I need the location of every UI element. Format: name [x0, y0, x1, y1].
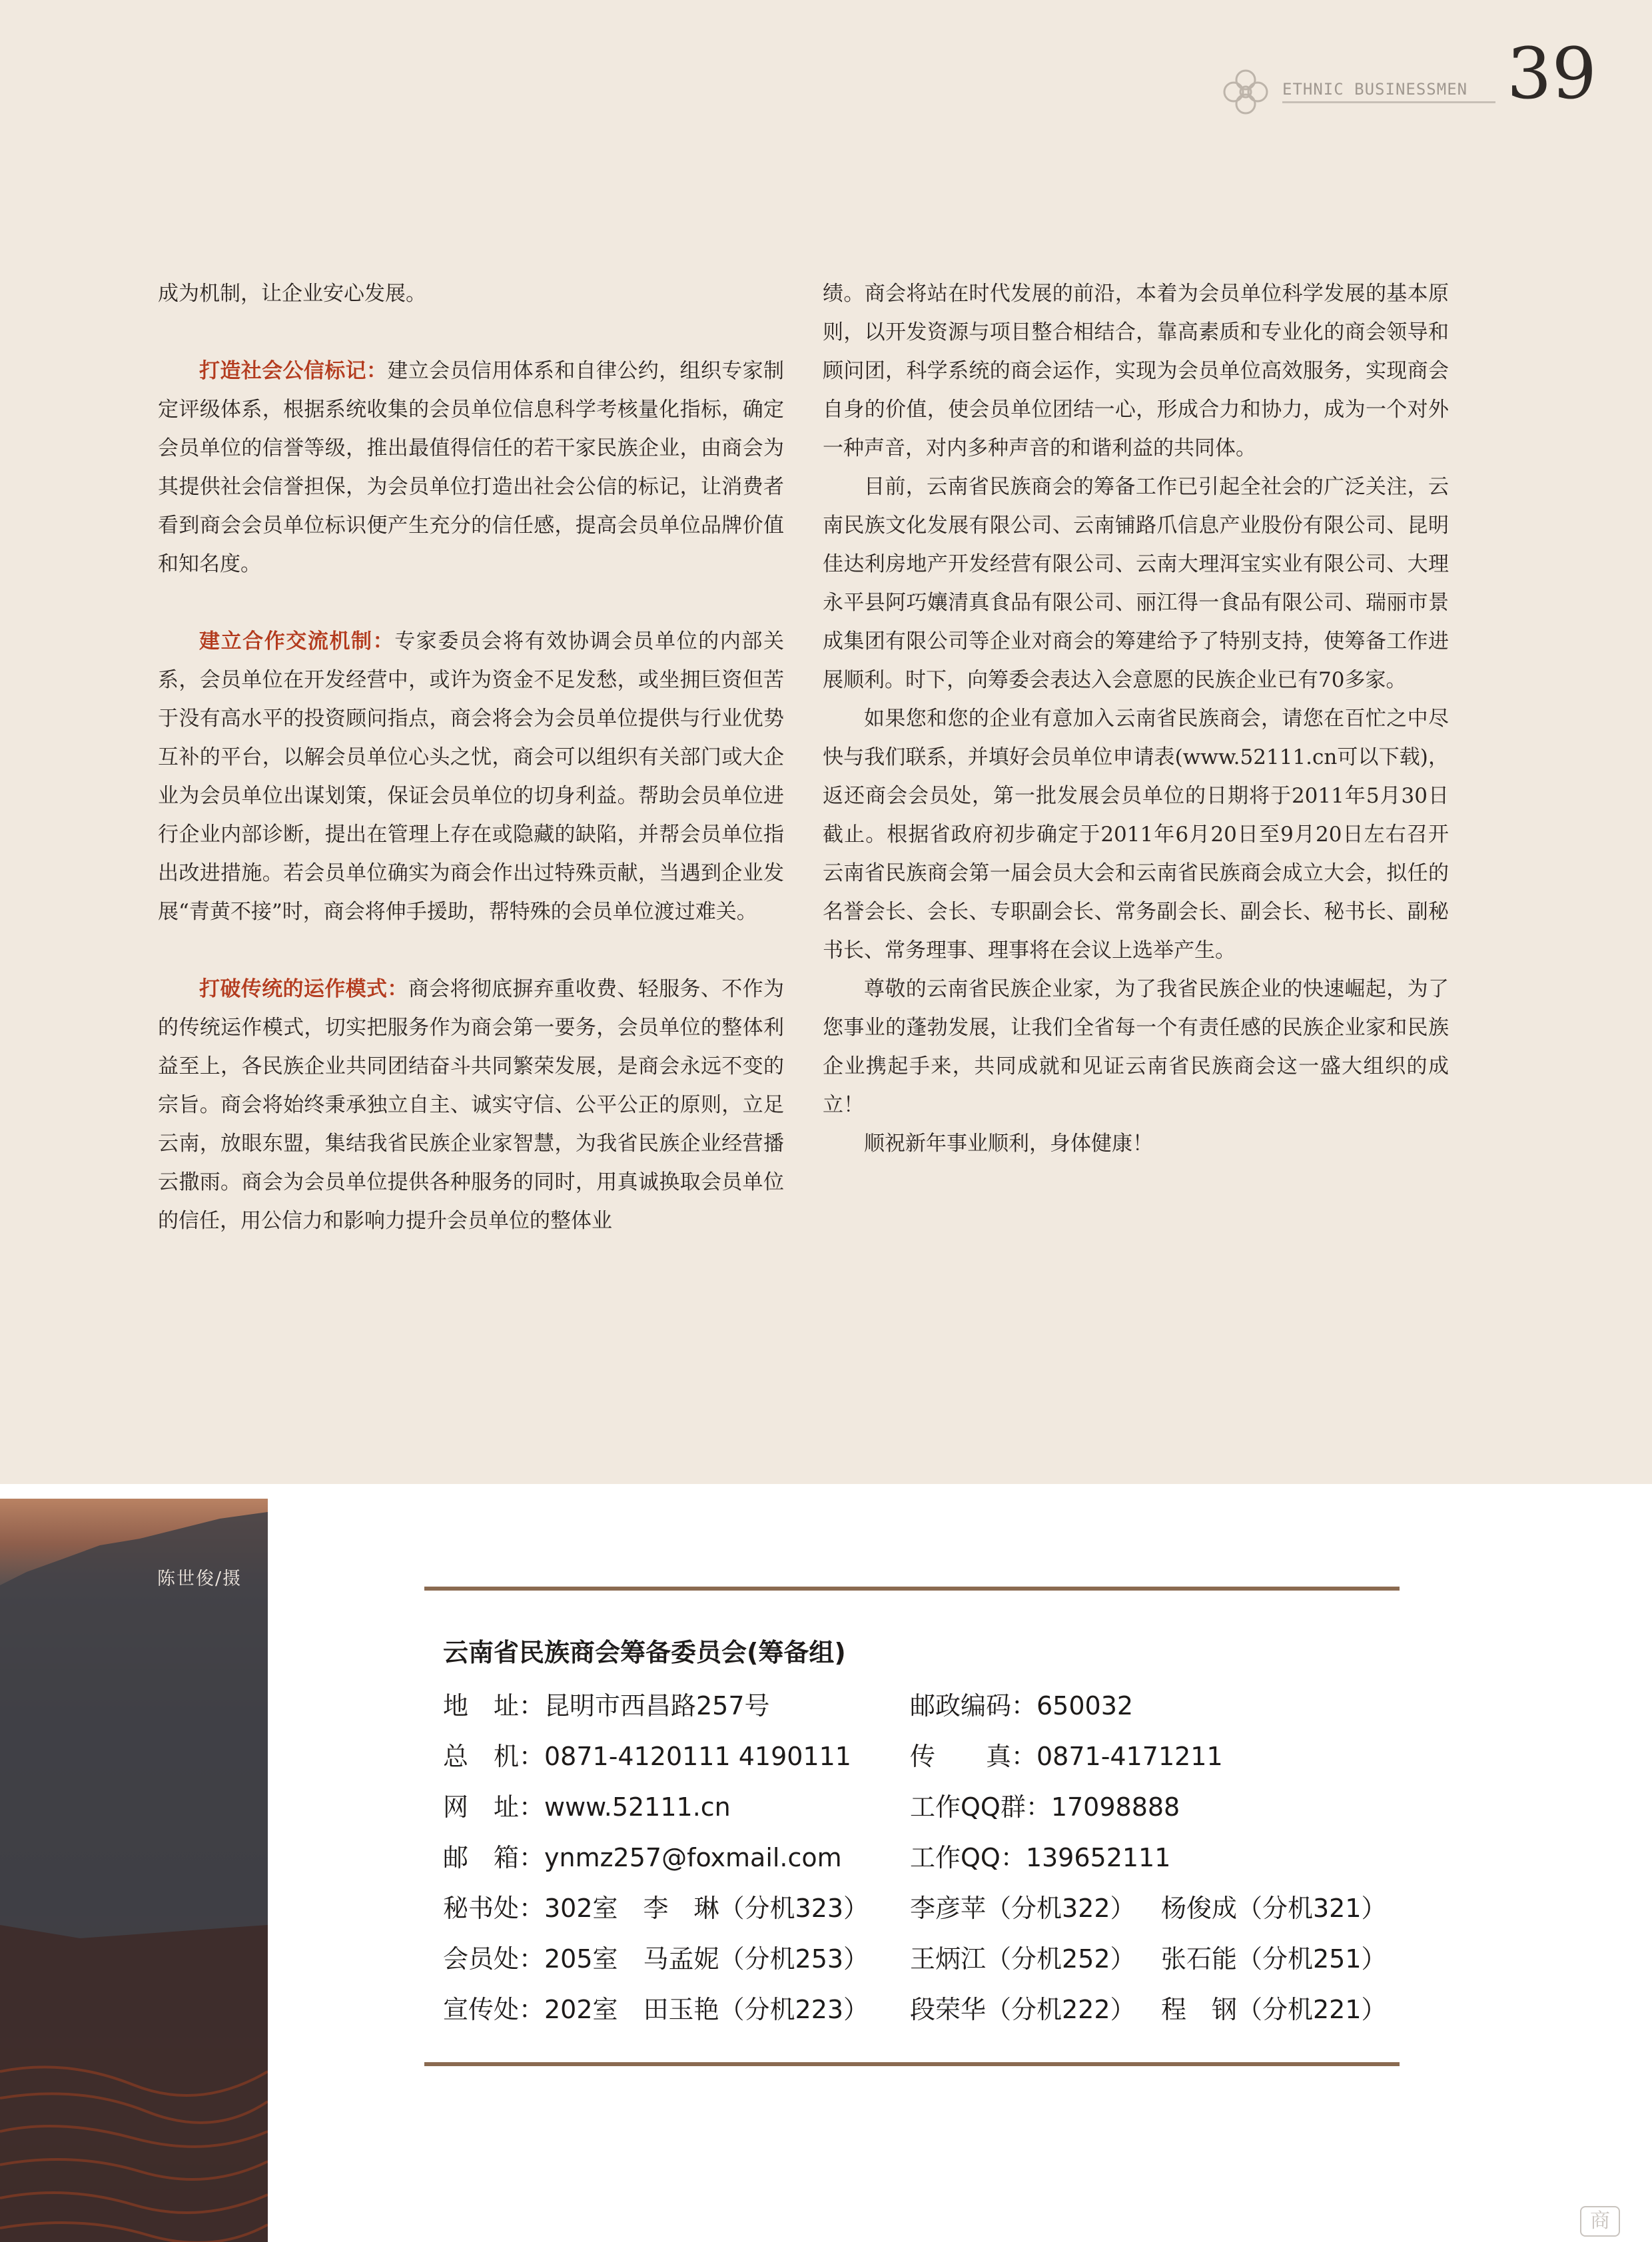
membership-office: 会员处：205室 马孟妮（分机253）: [443, 1944, 869, 1974]
photo-credit: 陈世俊/摄: [157, 1569, 242, 1589]
seal-icon: 商: [1580, 2206, 1620, 2237]
qq-group: 工作QQ群：17098888: [910, 1792, 1180, 1822]
qq-number: 工作QQ：139652111: [910, 1843, 1171, 1872]
paragraph-lead: 打破传统的运作模式：: [199, 977, 408, 1001]
website-link[interactable]: 网 址：www.52111.cn: [443, 1792, 731, 1822]
page-number: 39: [1507, 33, 1597, 115]
article-right-column: [823, 274, 1449, 1163]
paragraph: 目前，云南省民族商会的筹备工作已引起全社会的广泛关注，云南民族文化发展有限公司、云南铺路爪信息产业股份有限公司、昆明佳达利房地产开发经营有限公司、云南大理洱宝实业有限公司、大理永平县阿巧孃清真食品有限公司、丽江得一食品有限公司、瑞丽市景成集团有限公司等企业对商会的筹建给予了特别支持，使筹备工作进展顺利。时下，向筹委会表达入会意愿的民族企业已有70多家。: [823, 475, 1449, 692]
publicity-contact: 程 钢（分机221）: [1161, 1995, 1387, 2024]
brand-text: ETHNIC BUSINESSMEN: [1282, 80, 1468, 99]
email-link[interactable]: 邮 箱：ynmz257@foxmail.com: [443, 1843, 842, 1872]
fax: 传 真：0871-4171211: [910, 1742, 1223, 1771]
paragraph: 建立合作交流机制：专家委员会将有效协调会员单位的内部关系，会员单位在开发经营中，或许为资金不足发愁，或坐拥巨资但苦于没有高水平的投资顾问指点，商会将会为会员单位提供与行业优势互补的平台，以解会员单位心头之忧，商会可以组织有关部门或大企业为会员单位出谋划策，保证会员单位的切身利益。帮助会员单位进行企业内部诊断，提出在管理上存在或隐藏的缺陷，并帮会员单位指出改进措施。若会员单位确实为商会作出过特殊贡献，当遇到企业发展“青黄不接”时，商会将伸手援助，帮特殊的会员单位渡过难关。: [158, 629, 785, 924]
paragraph: 顺祝新年事业顺利，身体健康！: [864, 1132, 1153, 1156]
floral-emblem-icon: [1218, 64, 1274, 120]
paragraph: 打破传统的运作模式：商会将彻底摒弃重收费、轻服务、不作为的传统运作模式，切实把服务作为商会第一要务，会员单位的整体利益至上，各民族企业共同团结奋斗共同繁荣发展，是商会永远不变的宗旨。商会将始终秉承独立自主、诚实守信、公平公正的原则，立足云南，放眼东盟，集结我省民族企业家智慧，为我省民族企业经营播云撒雨。商会为会员单位提供各种服务的同时，用真诚换取会员单位的信任，用公信力和影响力提升会员单位的整体业: [158, 977, 784, 1233]
paragraph: 绩。商会将站在时代发展的前沿，本着为会员单位科学发展的基本原则，以开发资源与项目整合相结合，靠高素质和专业化的商会领导和顾问团，科学系统的商会运作，实现为会员单位高效服务，实现商会自身的价值，使会员单位团结一心，形成合力和协力，成为一个对外一种声音，对内多种声音的和谐利益的共同体。: [823, 282, 1449, 460]
paragraph: 如果您和您的企业有意加入云南省民族商会，请您在百忙之中尽快与我们联系，并填好会员单位申请表(www.52111.cn可以下载)，返还商会会员处，第一批发展会员单位的日期将于2011年5月30日截止。根据省政府初步确定于2011年6月20日至9月20日左右召开云南省民族商会第一届会员大会和云南省民族商会成立大会，拟任的名誉会长、会长、专职副会长、常务副会长、副会长、秘书长、副秘书长、常务理事、理事将在会议上选举产生。: [823, 707, 1449, 962]
secretariat-contact: 杨俊成（分机321）: [1161, 1894, 1387, 1923]
main-phone: 总 机：0871-4120111 4190111: [443, 1742, 851, 1771]
paragraph: 打造社会公信标记：建立会员信用体系和自律公约，组织专家制定评级体系，根据系统收集的会员单位信息科学考核量化指标，确定会员单位的信誉等级，推出最值得信任的若干家民族企业，由商会为其提供社会信誉担保，为会员单位打造出社会公信的标记，让消费者看到商会会员单位标识便产生充分的信任感，提高会员单位品牌价值和知名度。: [158, 359, 785, 576]
secretariat-contact: 李彦苹（分机322）: [910, 1894, 1136, 1923]
mountain-silhouette: [0, 1499, 268, 2242]
membership-contact: 张石能（分机251）: [1161, 1944, 1387, 1974]
paragraph: 尊敬的云南省民族企业家，为了我省民族企业的快速崛起，为了您事业的蓬勃发展，让我们全省每一个有责任感的民族企业家和民族企业携起手来，共同成就和见证云南省民族商会这一盛大组织的成立！: [823, 977, 1449, 1117]
paragraph-lead: 建立合作交流机制：: [199, 629, 395, 653]
article-left-column: [158, 274, 784, 1240]
publicity-contact: 段荣华（分机222）: [910, 1995, 1136, 2024]
address: 地 址：昆明市西昌路257号: [443, 1691, 770, 1720]
postcode: 邮政编码：650032: [910, 1691, 1134, 1720]
brand-underline: [1282, 101, 1495, 103]
divider-bottom: [424, 2062, 1400, 2066]
organization-name: 云南省民族商会筹备委员会(筹备组): [443, 1638, 846, 1667]
terrace-photo: [0, 1499, 268, 2242]
paragraph: 成为机制，让企业安心发展。: [158, 282, 426, 306]
paragraph-lead: 打造社会公信标记：: [199, 359, 388, 383]
publicity-office: 宣传处：202室 田玉艳（分机223）: [443, 1995, 869, 2024]
divider-top: [424, 1587, 1400, 1591]
secretariat-office: 秘书处：302室 李 琳（分机323）: [443, 1894, 869, 1923]
membership-contact: 王炳江（分机252）: [910, 1944, 1136, 1974]
